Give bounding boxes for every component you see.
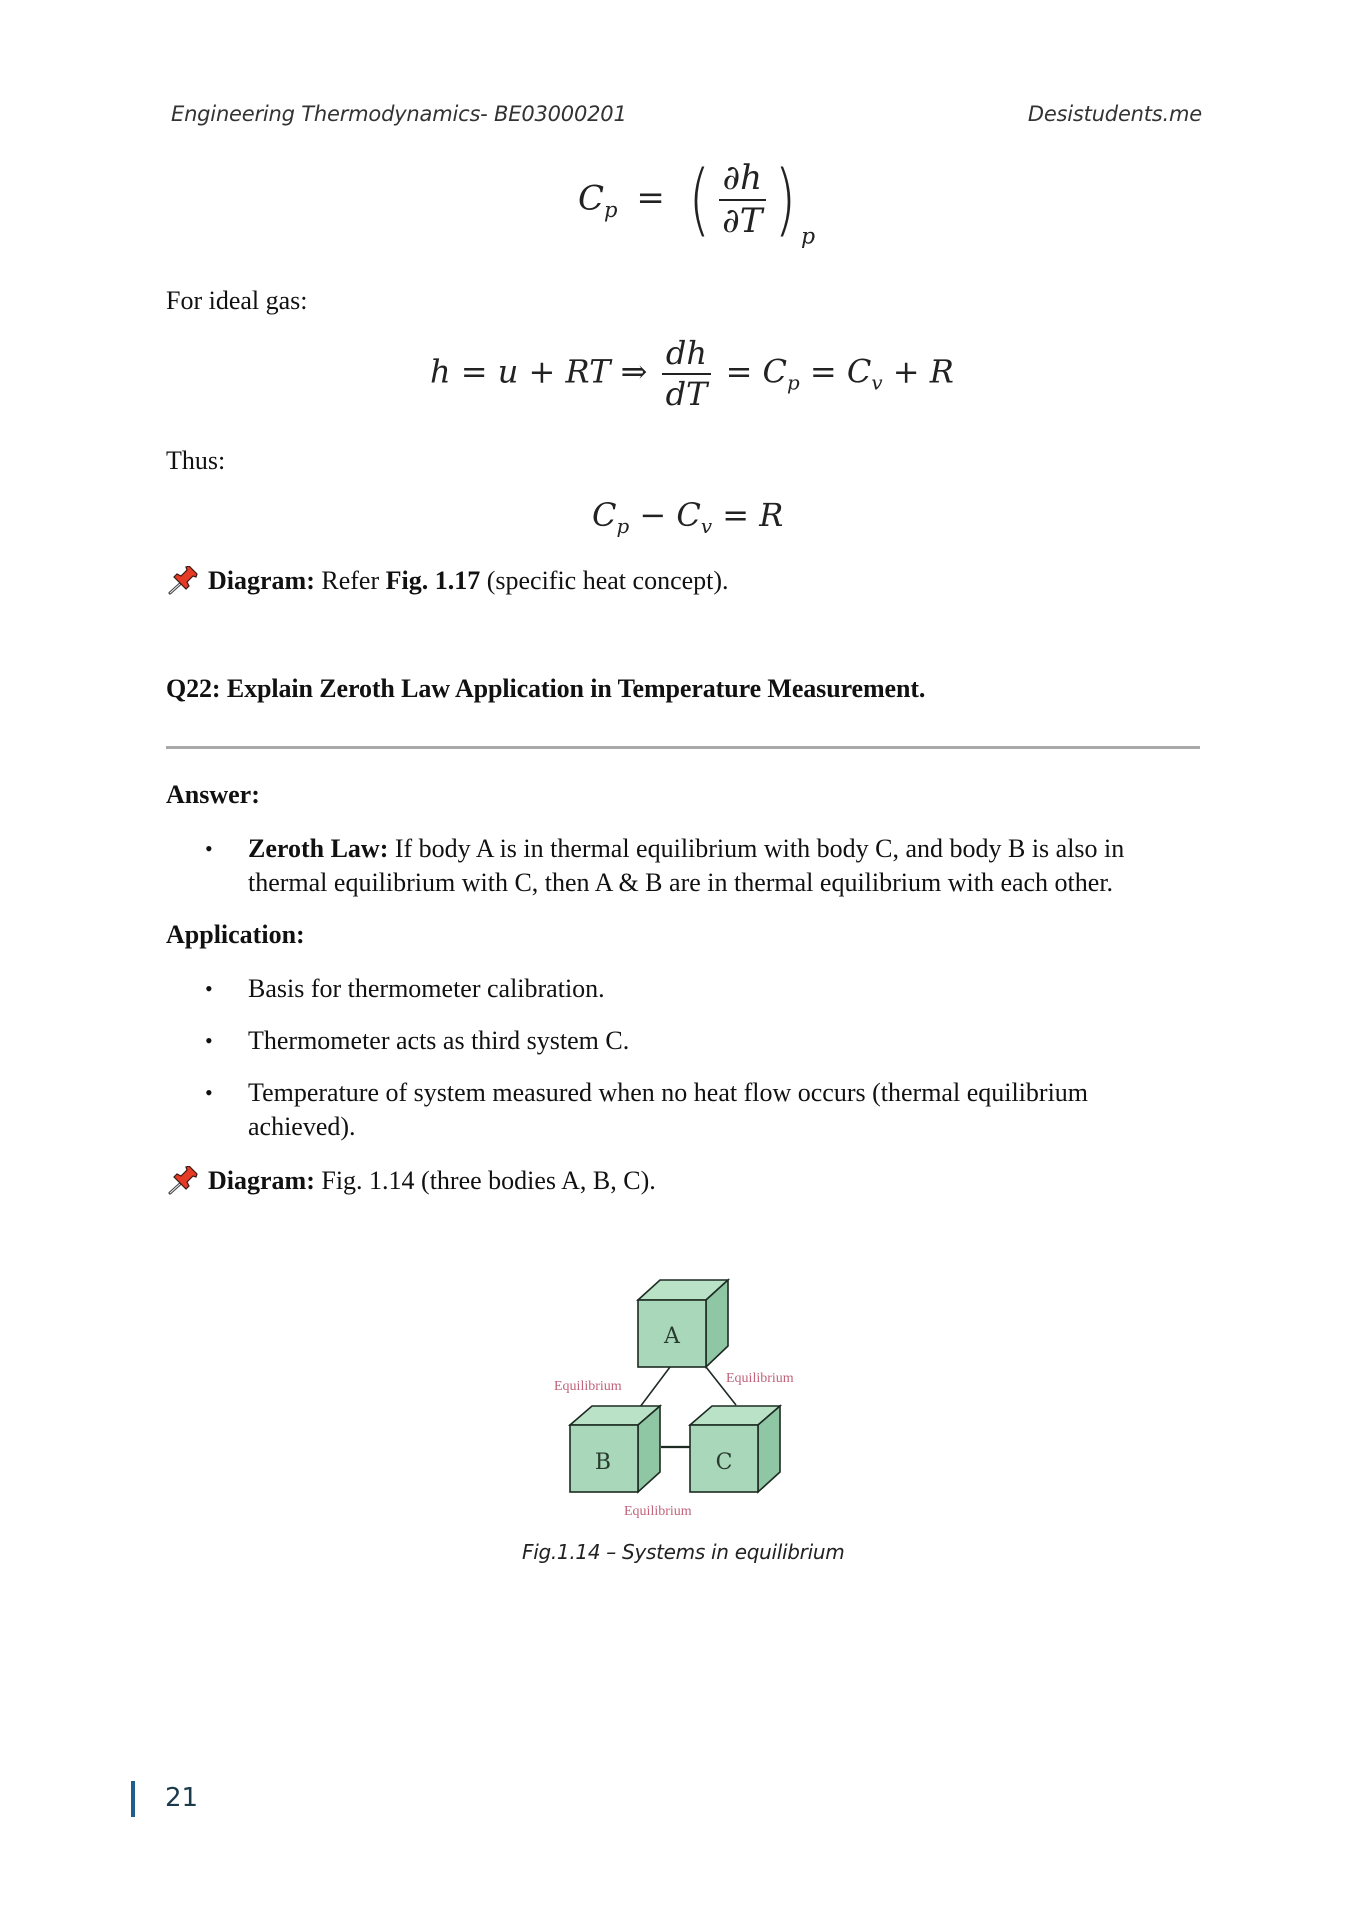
cube-a bbox=[638, 1280, 728, 1367]
equation-ideal-gas bbox=[430, 336, 954, 412]
eq-text: − C bbox=[629, 496, 701, 534]
equilibrium-label-bc: Equilibrium bbox=[624, 1504, 692, 1519]
pushpin-icon bbox=[166, 1166, 200, 1196]
eq-subscript: p bbox=[604, 196, 618, 222]
bullet-icon: • bbox=[205, 976, 213, 1001]
equation-cp-minus-cv bbox=[592, 496, 783, 538]
eq-fraction bbox=[662, 336, 712, 412]
diagram-note-2 bbox=[166, 1166, 656, 1196]
eq-text: = C bbox=[725, 352, 788, 391]
diagram-label: Diagram: bbox=[208, 1166, 315, 1195]
text-line: achieved). bbox=[248, 1112, 356, 1141]
cube-b bbox=[570, 1406, 660, 1492]
eq-subscript: v bbox=[700, 514, 713, 538]
bullet-icon: • bbox=[205, 1028, 213, 1053]
eq-subscript: v bbox=[871, 371, 883, 395]
text-thus: Thus: bbox=[166, 446, 226, 475]
eq-operator: = bbox=[636, 178, 665, 219]
answer-label: Answer: bbox=[166, 780, 260, 809]
cube-c bbox=[690, 1406, 780, 1492]
equilibrium-figure bbox=[510, 1268, 850, 1568]
bullet-icon: • bbox=[205, 836, 213, 861]
left-paren: ( bbox=[688, 154, 710, 246]
eq-subscript: p bbox=[787, 371, 800, 395]
page-number: 21 bbox=[165, 1783, 199, 1813]
eq-denominator: dT bbox=[665, 375, 708, 414]
equilibrium-label-ac: Equilibrium bbox=[726, 1371, 794, 1386]
bullet-icon: • bbox=[205, 1080, 213, 1105]
text-line: Temperature of system measured when no heat flow occurs (thermal equilibrium bbox=[248, 1078, 1089, 1107]
eq-subscript: p bbox=[800, 224, 816, 250]
eq-numerator: ∂h bbox=[719, 160, 766, 201]
figure-caption: Fig.1.14 – Systems in equilibrium bbox=[522, 1540, 845, 1564]
diagram-text: Refer bbox=[314, 566, 386, 595]
diagram-note-1 bbox=[166, 566, 729, 596]
list-item-text: Thermometer acts as third system C. bbox=[248, 1026, 630, 1055]
eq-text: h = u + RT ⇒ bbox=[430, 352, 648, 391]
running-header-title: Engineering Thermodynamics- BE03000201 bbox=[171, 102, 627, 126]
horizontal-rule bbox=[166, 746, 1200, 749]
application-label: Application: bbox=[166, 920, 305, 949]
cube-label-a: A bbox=[664, 1324, 680, 1349]
figure-reference: Fig. 1.17 bbox=[385, 566, 481, 595]
pushpin-icon bbox=[166, 566, 200, 596]
eq-fraction bbox=[718, 160, 766, 241]
equilibrium-label-ab: Equilibrium bbox=[554, 1379, 622, 1394]
right-paren: ) bbox=[774, 154, 797, 246]
text-for-ideal-gas: For ideal gas: bbox=[166, 286, 308, 315]
page-number-accent-bar bbox=[131, 1781, 135, 1817]
list-item-text bbox=[248, 1076, 1188, 1144]
cube-label-c: C bbox=[715, 1450, 733, 1475]
eq-text: + R bbox=[882, 352, 954, 391]
eq-symbol: C bbox=[578, 178, 605, 219]
diagram-text: Fig. 1.14 (three bodies A, B, C). bbox=[314, 1166, 656, 1195]
equation-cp-definition bbox=[578, 154, 816, 250]
eq-text: = R bbox=[712, 496, 784, 534]
eq-denominator: ∂T bbox=[722, 201, 763, 242]
running-header-site: Desistudents.me bbox=[1027, 102, 1202, 126]
list-item-text: Basis for thermometer calibration. bbox=[248, 974, 605, 1003]
link-a-b bbox=[640, 1367, 670, 1407]
eq-symbol: C bbox=[592, 496, 617, 534]
diagram-text: (specific heat concept). bbox=[480, 566, 729, 595]
eq-text: = C bbox=[799, 352, 872, 391]
list-item-text bbox=[248, 832, 1188, 900]
eq-numerator: dh bbox=[662, 336, 711, 375]
diagram-label: Diagram: bbox=[208, 566, 315, 595]
question-heading: Q22: Explain Zeroth Law Application in Temperature Measurement. bbox=[166, 674, 926, 703]
eq-subscript: p bbox=[616, 514, 630, 538]
text-line: thermal equilibrium with C, then A & B are in thermal equilibrium with each other. bbox=[248, 868, 1114, 897]
term-label: Zeroth Law: bbox=[248, 834, 389, 863]
text-line: If body A is in thermal equilibrium with body C, and body B is also in bbox=[388, 834, 1125, 863]
cube-label-b: B bbox=[594, 1450, 612, 1475]
